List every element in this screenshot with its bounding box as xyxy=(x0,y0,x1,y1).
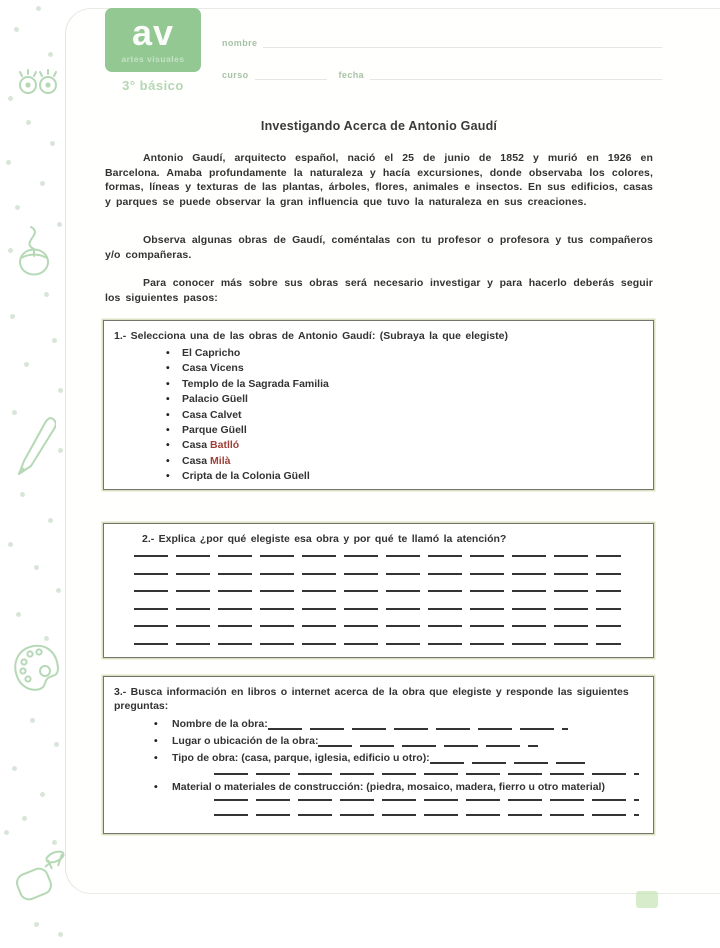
date-field-label: fecha xyxy=(338,70,365,80)
observe-paragraph: Observa algunas obras de Gaudí, coméntalas con tu profesor o profesora y tus compañeros y/o compañeras. xyxy=(105,234,653,261)
dot xyxy=(58,932,63,937)
dot xyxy=(57,222,62,227)
dot xyxy=(52,338,57,343)
dot xyxy=(44,292,49,297)
answer-line xyxy=(134,643,621,645)
dot xyxy=(48,518,53,523)
activity-box-1 xyxy=(103,320,654,490)
answer-line xyxy=(134,555,621,557)
dot xyxy=(58,388,63,393)
grade-label: 3° básico xyxy=(122,78,184,93)
dot xyxy=(56,588,61,593)
logo-initials: av xyxy=(131,12,175,53)
course-field-label: curso xyxy=(222,70,249,80)
bullet-icon: • xyxy=(154,718,158,730)
dot xyxy=(34,565,39,570)
bullet-icon: • xyxy=(166,377,170,390)
dot xyxy=(26,120,31,125)
bullet-icon: • xyxy=(166,408,170,421)
glue-bottle-icon xyxy=(8,845,66,909)
list-item: • Casa Milà xyxy=(166,454,643,469)
bullet-icon: • xyxy=(166,347,170,359)
bullet-icon: • xyxy=(154,752,158,764)
answer-line xyxy=(134,625,621,627)
question-row xyxy=(114,750,643,766)
bullet-icon: • xyxy=(166,470,170,483)
answer-lines xyxy=(134,555,621,645)
answer-line xyxy=(134,590,621,592)
list-item: • El Capricho xyxy=(166,346,643,361)
pencil-icon xyxy=(12,408,56,482)
answer-line xyxy=(268,728,568,730)
list-item: • Casa Vicens xyxy=(166,361,643,376)
page-title: Investigando Acerca de Antonio Gaudí xyxy=(260,119,498,133)
bullet-icon: • xyxy=(166,439,170,452)
activity-1-heading: 1.- Selecciona una de las obras de Antonio Gaudí: (Subraya la que elegiste) xyxy=(114,330,508,342)
course-date-field-row xyxy=(222,68,662,80)
dot xyxy=(40,792,45,797)
answer-line xyxy=(318,745,538,747)
name-field-line xyxy=(263,36,662,48)
intro-paragraph: Antonio Gaudí, arquitecto español, nació el 25 de junio de 1852 y murió en 1926 en Barcelona. Amaba profundamente la naturaleza y hacía excursiones, donde observaba los colores, formas, líneas y texturas de las plantas, árboles, flores, animales e insectos. En sus edificios, casas y parques se puede observar la gran influencia que tuvo la naturaleza en sus creaciones. xyxy=(105,152,653,208)
dot xyxy=(8,248,13,253)
question-label: Material o materiales de construcción: (piedra, mosaico, madera, fierro u otro material) xyxy=(172,781,605,793)
answer-line xyxy=(214,814,639,816)
bullet-icon: • xyxy=(166,362,170,375)
paint-palette-icon xyxy=(10,642,62,704)
instructions-paragraph: Para conocer más sobre sus obras será necesario investigar y para hacerlo deberás seguir los siguientes pasos: xyxy=(105,277,653,304)
activity-box-2 xyxy=(103,523,654,658)
question-label: Lugar o ubicación de la obra: xyxy=(172,735,319,747)
gaudi-works-list xyxy=(114,346,643,485)
dot xyxy=(58,448,63,453)
dot xyxy=(8,542,13,547)
list-item: • Templo de la Sagrada Familia xyxy=(166,377,643,392)
answer-line xyxy=(214,773,639,775)
bullet-icon: • xyxy=(154,735,158,747)
subject-logo xyxy=(105,8,201,72)
dot xyxy=(6,160,11,165)
question-row xyxy=(114,779,643,795)
activity-2-heading: 2.- Explica ¿por qué elegiste esa obra y por qué te llamó la atención? xyxy=(142,533,507,545)
list-item: • Casa Batlló xyxy=(166,438,643,453)
eyes-icon xyxy=(18,64,58,98)
course-field-line xyxy=(255,68,327,80)
list-item: • Casa Calvet xyxy=(166,408,643,423)
question-label: Nombre de la obra: xyxy=(172,718,268,730)
dot xyxy=(40,181,45,186)
list-item: • Palacio Güell xyxy=(166,392,643,407)
dot xyxy=(22,816,27,821)
bullet-icon: • xyxy=(166,393,170,406)
date-field-line xyxy=(370,68,662,80)
dot xyxy=(12,766,17,771)
activity-box-3 xyxy=(103,676,654,834)
dot xyxy=(36,6,41,11)
dot xyxy=(50,141,55,146)
page-number-badge xyxy=(636,891,658,908)
dot xyxy=(10,314,15,319)
activity-3-heading: 3.- Busca información en libros o internet acerca de la obra que elegiste y responde las siguientes preguntas: xyxy=(114,686,629,712)
list-item: • Cripta de la Colonia Güell xyxy=(166,469,643,484)
question-label: Tipo de obra: (casa, parque, iglesia, edificio u otro): xyxy=(172,752,430,764)
bullet-icon: • xyxy=(166,454,170,467)
name-field-label: nombre xyxy=(222,38,258,48)
bullet-icon: • xyxy=(166,424,170,437)
dot xyxy=(54,742,59,747)
list-item: • Parque Güell xyxy=(166,423,643,438)
answer-line xyxy=(134,608,621,610)
dot xyxy=(44,636,49,641)
dot xyxy=(20,492,25,497)
dot xyxy=(8,96,13,101)
question-row xyxy=(114,716,643,732)
dot xyxy=(30,718,35,723)
dot xyxy=(4,830,9,835)
dot xyxy=(34,922,39,927)
dot xyxy=(15,205,20,210)
answer-line xyxy=(430,762,585,764)
computer-mouse-icon xyxy=(14,224,54,276)
decorative-left-margin xyxy=(0,0,66,948)
dot xyxy=(16,612,21,617)
dot xyxy=(14,27,19,32)
answer-line xyxy=(134,573,621,575)
logo-subject-label: artes visuales xyxy=(121,54,185,64)
dot xyxy=(24,362,29,367)
dot xyxy=(48,52,53,57)
bullet-icon: • xyxy=(154,781,158,793)
question-row xyxy=(114,733,643,749)
answer-line xyxy=(214,799,639,801)
name-field-row xyxy=(222,36,662,48)
